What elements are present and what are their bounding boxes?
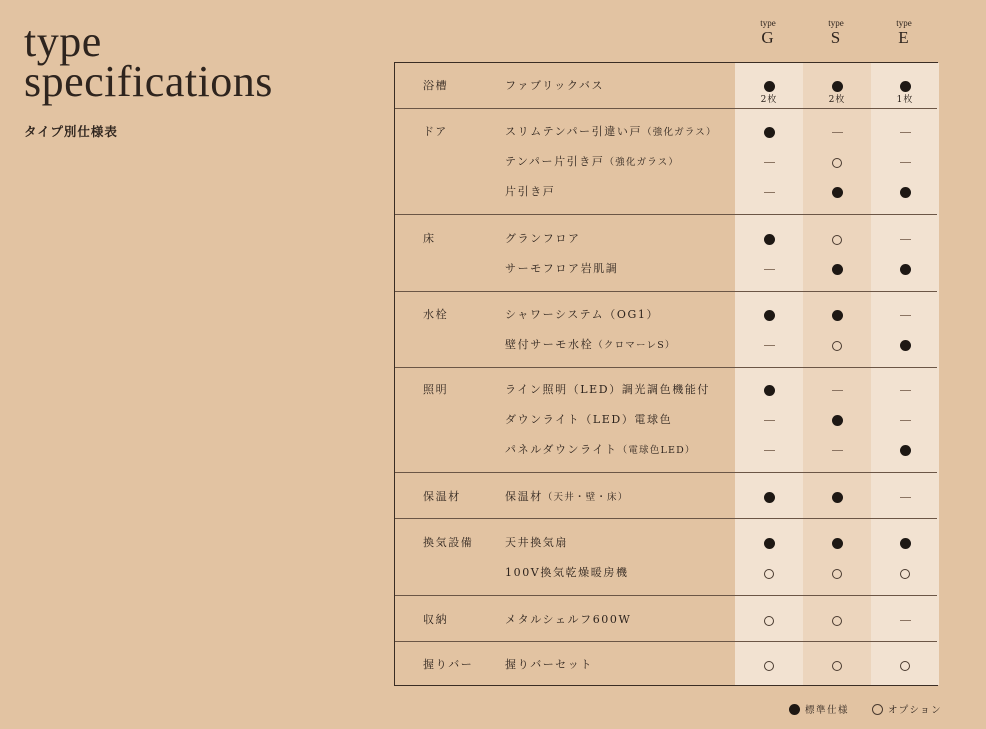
spec-item-label: 壁付サーモ水栓	[505, 338, 594, 351]
row-divider	[395, 472, 937, 473]
page-subtitle: タイプ別仕様表	[24, 124, 118, 139]
option-ring-icon	[832, 569, 842, 579]
spec-mark	[803, 613, 871, 627]
spec-mark	[871, 413, 939, 427]
spec-item	[505, 232, 581, 246]
spec-mark	[803, 155, 871, 169]
row-divider	[395, 367, 937, 368]
spec-mark	[735, 413, 803, 427]
spec-item-label: スリムテンパー引違い戸	[505, 125, 643, 138]
not-available-dash-icon	[832, 390, 843, 391]
spec-mark	[871, 185, 939, 199]
legend-standard	[789, 702, 849, 716]
category-label: 収納	[423, 613, 449, 626]
standard-dot-icon	[832, 538, 843, 549]
spec-mark	[735, 125, 803, 139]
not-available-dash-icon	[764, 345, 775, 346]
spec-item	[505, 308, 659, 322]
option-ring-icon	[832, 341, 842, 351]
spec-mark	[871, 79, 939, 106]
not-available-dash-icon	[900, 420, 911, 421]
type-header-e	[870, 18, 938, 48]
spec-mark	[735, 443, 803, 457]
spec-item-label: ライン照明（LED）調光調色機能付	[505, 383, 711, 396]
standard-dot-icon	[832, 187, 843, 198]
spec-mark	[803, 566, 871, 580]
spec-mark	[803, 490, 871, 504]
option-ring-icon	[832, 158, 842, 168]
spec-mark	[735, 338, 803, 352]
not-available-dash-icon	[832, 132, 843, 133]
spec-item	[505, 490, 628, 505]
type-header-small: type	[896, 18, 912, 28]
panel-count: 1枚	[896, 95, 914, 105]
standard-dot-icon	[832, 81, 843, 92]
spec-item-label: 握りバーセット	[505, 658, 593, 671]
not-available-dash-icon	[764, 269, 775, 270]
standard-dot-icon	[764, 81, 775, 92]
spec-mark	[871, 338, 939, 352]
spec-mark	[871, 125, 939, 139]
spec-mark	[871, 490, 939, 504]
spec-mark	[871, 383, 939, 397]
spec-mark	[735, 308, 803, 322]
spec-mark	[735, 185, 803, 199]
row-divider	[395, 108, 937, 109]
spec-mark	[735, 232, 803, 246]
spec-item-label: テンパー片引き戸	[505, 155, 605, 168]
not-available-dash-icon	[900, 162, 911, 163]
spec-item	[505, 79, 604, 93]
row-divider	[395, 595, 937, 596]
spec-mark	[735, 490, 803, 504]
spec-item	[505, 383, 710, 397]
row-divider	[395, 518, 937, 519]
standard-dot-icon	[900, 187, 911, 198]
standard-dot-icon	[900, 340, 911, 351]
type-header-code: G	[761, 28, 775, 47]
not-available-dash-icon	[764, 192, 775, 193]
spec-item-note: （天井・壁・床）	[542, 492, 629, 503]
spec-mark	[735, 155, 803, 169]
spec-mark	[871, 613, 939, 627]
category-label: 照明	[423, 383, 449, 396]
not-available-dash-icon	[764, 162, 775, 163]
spec-item-label: 保温材	[505, 490, 543, 503]
not-available-dash-icon	[900, 497, 911, 498]
title-line-1: type	[24, 17, 102, 66]
spec-item-label: サーモフロア岩肌調	[505, 262, 619, 275]
spec-mark	[803, 338, 871, 352]
panel-count: 2枚	[828, 95, 846, 105]
spec-mark	[735, 658, 803, 672]
spec-item-label: パネルダウンライト	[505, 443, 618, 456]
spec-item	[505, 613, 631, 627]
standard-dot-icon	[900, 264, 911, 275]
spec-item	[505, 125, 717, 140]
type-header-small: type	[760, 18, 776, 28]
type-header-s	[802, 18, 870, 48]
standard-dot-icon	[832, 264, 843, 275]
spec-item-note: （クロマーレS）	[593, 340, 676, 351]
spec-mark	[871, 536, 939, 550]
spec-item	[505, 155, 679, 170]
not-available-dash-icon	[900, 315, 911, 316]
spec-item	[505, 185, 555, 199]
standard-dot-icon	[764, 234, 775, 245]
spec-item	[505, 566, 629, 580]
standard-dot-icon	[900, 445, 911, 456]
option-ring-icon	[832, 616, 842, 626]
spec-mark	[735, 613, 803, 627]
spec-mark	[871, 155, 939, 169]
category-label: 換気設備	[423, 536, 474, 549]
spec-mark	[803, 79, 871, 106]
spec-item-label: 100V換気乾燥暖房機	[505, 566, 629, 579]
spec-item-label: ファブリックバス	[505, 79, 605, 92]
page-title	[24, 17, 273, 106]
category-label: 保温材	[423, 490, 461, 503]
standard-dot-icon	[900, 81, 911, 92]
spec-mark	[803, 232, 871, 246]
standard-dot-icon	[789, 704, 800, 715]
spec-item-note: （強化ガラス）	[642, 127, 717, 138]
option-ring-icon	[764, 569, 774, 579]
standard-dot-icon	[832, 492, 843, 503]
spec-mark	[735, 79, 803, 106]
not-available-dash-icon	[900, 239, 911, 240]
row-divider	[395, 641, 937, 642]
spec-item	[505, 536, 568, 550]
option-ring-icon	[832, 235, 842, 245]
option-ring-icon	[764, 616, 774, 626]
standard-dot-icon	[832, 310, 843, 321]
spec-item-label: メタルシェルフ600W	[505, 613, 632, 626]
spec-item-label: ダウンライト（LED）電球色	[505, 413, 673, 426]
spec-item-label: シャワーシステム（OG1）	[505, 308, 660, 321]
type-header-small: type	[828, 18, 844, 28]
legend-option	[872, 702, 942, 716]
spec-mark	[871, 566, 939, 580]
spec-mark	[735, 566, 803, 580]
type-header-code: E	[898, 28, 910, 47]
standard-dot-icon	[764, 492, 775, 503]
not-available-dash-icon	[832, 450, 843, 451]
standard-dot-icon	[900, 538, 911, 549]
spec-mark	[871, 232, 939, 246]
option-ring-icon	[764, 661, 774, 671]
legend-standard-label: 標準仕様	[805, 705, 850, 716]
spec-item	[505, 443, 696, 458]
not-available-dash-icon	[900, 620, 911, 621]
category-label: 浴槽	[423, 79, 449, 92]
spec-item-note: （電球色LED）	[617, 445, 696, 456]
option-ring-icon	[832, 661, 842, 671]
not-available-dash-icon	[764, 450, 775, 451]
spec-mark	[803, 185, 871, 199]
spec-mark	[803, 413, 871, 427]
standard-dot-icon	[832, 415, 843, 426]
spec-item	[505, 338, 676, 353]
category-label: ドア	[423, 125, 448, 138]
type-header-g	[734, 18, 802, 48]
spec-mark	[871, 658, 939, 672]
row-divider	[395, 291, 937, 292]
not-available-dash-icon	[900, 132, 911, 133]
standard-dot-icon	[764, 385, 775, 396]
option-ring-icon	[872, 704, 883, 715]
spec-table	[394, 62, 938, 686]
category-label: 床	[423, 232, 436, 245]
spec-mark	[871, 308, 939, 322]
spec-mark	[803, 308, 871, 322]
not-available-dash-icon	[900, 390, 911, 391]
row-divider	[395, 214, 937, 215]
type-header-code: S	[830, 28, 842, 47]
spec-mark	[803, 383, 871, 397]
spec-item	[505, 658, 593, 672]
spec-mark	[803, 125, 871, 139]
not-available-dash-icon	[764, 420, 775, 421]
option-ring-icon	[900, 569, 910, 579]
spec-mark	[803, 443, 871, 457]
spec-item-note: （強化ガラス）	[604, 157, 680, 168]
option-ring-icon	[900, 661, 910, 671]
category-label: 握りバー	[423, 658, 474, 671]
spec-item-label: 片引き戸	[505, 185, 556, 198]
panel-count: 2枚	[760, 95, 778, 105]
spec-mark	[871, 443, 939, 457]
standard-dot-icon	[764, 310, 775, 321]
standard-dot-icon	[764, 538, 775, 549]
spec-mark	[803, 262, 871, 276]
title-line-2: specifications	[24, 57, 273, 106]
spec-item	[505, 413, 672, 427]
standard-dot-icon	[764, 127, 775, 138]
spec-mark	[871, 262, 939, 276]
spec-item-label: 天井換気扇	[505, 536, 568, 549]
spec-mark	[803, 658, 871, 672]
spec-item-label: グランフロア	[505, 232, 581, 245]
spec-mark	[735, 262, 803, 276]
spec-item	[505, 262, 618, 276]
spec-mark	[735, 536, 803, 550]
legend-option-label: オプション	[888, 705, 943, 716]
spec-mark	[803, 536, 871, 550]
category-label: 水栓	[423, 308, 449, 321]
spec-mark	[735, 383, 803, 397]
